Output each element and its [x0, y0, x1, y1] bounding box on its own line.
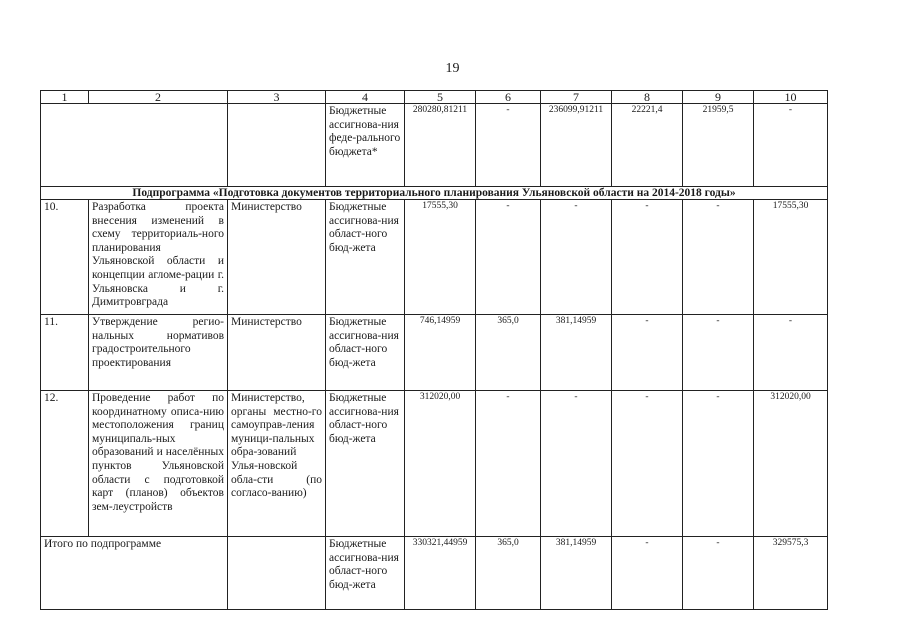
executor-cell: Министерство, органы местно-го самоуправ-ления муници-пальных обра-зований Улья-новской обла-сти (по согласо-ванию) [228, 391, 326, 537]
amount-cell: - [541, 391, 612, 537]
amount-cell: - [476, 104, 541, 187]
funding-source-cell: Бюджетные ассигнова-ния феде-рального бюджета* [326, 104, 405, 187]
amount-cell: - [683, 315, 754, 391]
amount-cell: - [683, 391, 754, 537]
activity-name: Разработка проекта внесения изменений в схему территориаль-ного планирования Ульяновской области и концепции агломе-рации г. Ульяновска и г. Димитровграда [89, 200, 228, 315]
amount-cell: - [612, 315, 683, 391]
amount-cell: 329575,3 [754, 537, 828, 610]
amount-cell: 330321,44959 [405, 537, 476, 610]
header-cell: 6 [476, 91, 541, 104]
amount-cell: - [754, 315, 828, 391]
amount-cell: - [612, 200, 683, 315]
header-cell: 4 [326, 91, 405, 104]
amount-cell: 17555,30 [754, 200, 828, 315]
header-cell: 2 [89, 91, 228, 104]
amount-cell: 236099,91211 [541, 104, 612, 187]
header-cell: 1 [41, 91, 89, 104]
header-cell: 7 [541, 91, 612, 104]
total-row [41, 537, 828, 610]
activity-name: Проведение работ по координатному описа-нию местоположения границ муниципаль-ных образований и населённых пунктов Ульяновской области с подготовкой карт (планов) объектов зем-леустройств [89, 391, 228, 537]
header-cell: 8 [612, 91, 683, 104]
amount-cell: 381,14959 [541, 315, 612, 391]
table-row [41, 200, 828, 315]
amount-cell: 21959,5 [683, 104, 754, 187]
amount-cell: - [754, 104, 828, 187]
amount-cell: 312020,00 [405, 391, 476, 537]
executor-cell: Министерство [228, 200, 326, 315]
budget-table [40, 90, 828, 610]
amount-cell: 381,14959 [541, 537, 612, 610]
row-number: 12. [41, 391, 89, 537]
table-row [41, 391, 828, 537]
header-cell: 5 [405, 91, 476, 104]
amount-cell: 22221,4 [612, 104, 683, 187]
amount-cell: 312020,00 [754, 391, 828, 537]
empty-cell [228, 537, 326, 610]
amount-cell: 365,0 [476, 537, 541, 610]
amount-cell: 746,14959 [405, 315, 476, 391]
amount-cell: - [612, 391, 683, 537]
subprogram-title: Подпрограмма «Подготовка документов территориального планирования Ульяновской области на 2014-2018 годы» [41, 187, 828, 200]
amount-cell: - [683, 200, 754, 315]
subprogram-row [41, 187, 828, 200]
amount-cell: 17555,30 [405, 200, 476, 315]
amount-cell: - [612, 537, 683, 610]
amount-cell: - [476, 200, 541, 315]
empty-cell [41, 104, 228, 187]
amount-cell: 365,0 [476, 315, 541, 391]
header-row [41, 91, 828, 104]
federal-budget-row [41, 104, 828, 187]
funding-source-cell: Бюджетные ассигнова-ния област-ного бюд-жета [326, 315, 405, 391]
page-number: 19 [445, 61, 460, 76]
amount-cell: - [683, 537, 754, 610]
empty-cell [228, 104, 326, 187]
amount-cell: - [541, 200, 612, 315]
header-cell: 3 [228, 91, 326, 104]
executor-cell: Министерство [228, 315, 326, 391]
total-label: Итого по подпрограмме [41, 537, 228, 610]
table-row [41, 315, 828, 391]
header-cell: 10 [754, 91, 828, 104]
funding-source-cell: Бюджетные ассигнова-ния област-ного бюд-жета [326, 200, 405, 315]
header-cell: 9 [683, 91, 754, 104]
amount-cell: 280280,81211 [405, 104, 476, 187]
funding-source-cell: Бюджетные ассигнова-ния област-ного бюд-жета [326, 537, 405, 610]
amount-cell: - [476, 391, 541, 537]
row-number: 11. [41, 315, 89, 391]
activity-name: Утверждение регио-нальных нормативов градостроительного проектирования [89, 315, 228, 391]
row-number: 10. [41, 200, 89, 315]
funding-source-cell: Бюджетные ассигнова-ния област-ного бюд-жета [326, 391, 405, 537]
